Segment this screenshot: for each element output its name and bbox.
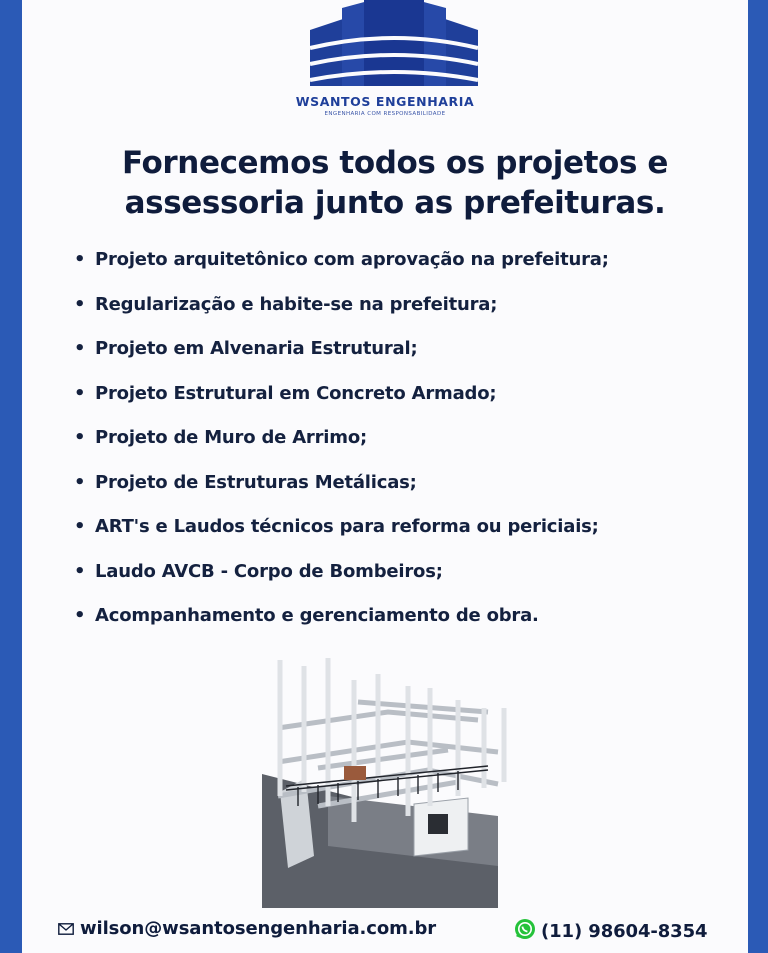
email-text: wilson@wsantosengenharia.com.br bbox=[80, 918, 437, 939]
bullet-icon: • bbox=[74, 382, 86, 404]
list-item bbox=[74, 383, 609, 428]
services-list bbox=[74, 249, 609, 650]
service-label: Regularização e habite-se na prefeitura; bbox=[95, 293, 498, 315]
list-item bbox=[74, 605, 609, 650]
bullet-icon: • bbox=[74, 249, 86, 270]
service-label: Projeto de Estruturas Metálicas; bbox=[95, 471, 417, 493]
left-blue-border bbox=[0, 0, 22, 953]
whatsapp-icon bbox=[514, 918, 536, 940]
service-label: Projeto de Muro de Arrimo; bbox=[95, 427, 367, 448]
flyer-card bbox=[22, 0, 748, 953]
phone-text: (11) 98604-8354 bbox=[541, 921, 708, 942]
list-item bbox=[74, 561, 609, 606]
list-item bbox=[74, 294, 609, 339]
service-label: Projeto arquitetônico com aprovação na prefeitura; bbox=[95, 249, 609, 270]
service-label: Laudo AVCB - Corpo de Bombeiros; bbox=[95, 560, 443, 582]
brand-name: WSANTOS ENGENHARIA bbox=[295, 94, 475, 109]
service-label: Projeto em Alvenaria Estrutural; bbox=[95, 338, 418, 359]
bullet-icon: • bbox=[74, 560, 86, 582]
list-item bbox=[74, 472, 609, 517]
list-item bbox=[74, 338, 609, 383]
title-line-2: assessoria junto as prefeituras. bbox=[124, 185, 666, 221]
right-blue-border bbox=[748, 0, 768, 953]
building-structure-illustration bbox=[258, 656, 518, 911]
building-towers-logo-icon bbox=[300, 0, 488, 92]
page-title bbox=[82, 143, 708, 223]
bullet-icon: • bbox=[74, 338, 86, 359]
bullet-icon: • bbox=[74, 293, 86, 315]
bullet-icon: • bbox=[74, 605, 86, 626]
bullet-icon: • bbox=[74, 471, 86, 493]
envelope-icon bbox=[58, 923, 74, 935]
service-label: Acompanhamento e gerenciamento de obra. bbox=[95, 605, 539, 626]
service-label: Projeto Estrutural em Concreto Armado; bbox=[95, 382, 497, 404]
list-item bbox=[74, 427, 609, 472]
list-item bbox=[74, 249, 609, 294]
bullet-icon: • bbox=[74, 427, 86, 448]
service-label: ART's e Laudos técnicos para reforma ou periciais; bbox=[95, 516, 599, 537]
bullet-icon: • bbox=[74, 516, 86, 537]
title-line-1: Fornecemos todos os projetos e bbox=[121, 145, 669, 181]
contact-phone[interactable] bbox=[514, 918, 707, 942]
brand-tagline: ENGENHARIA COM RESPONSABILIDADE bbox=[324, 111, 446, 117]
list-item bbox=[74, 516, 609, 561]
contact-email[interactable] bbox=[58, 918, 436, 939]
